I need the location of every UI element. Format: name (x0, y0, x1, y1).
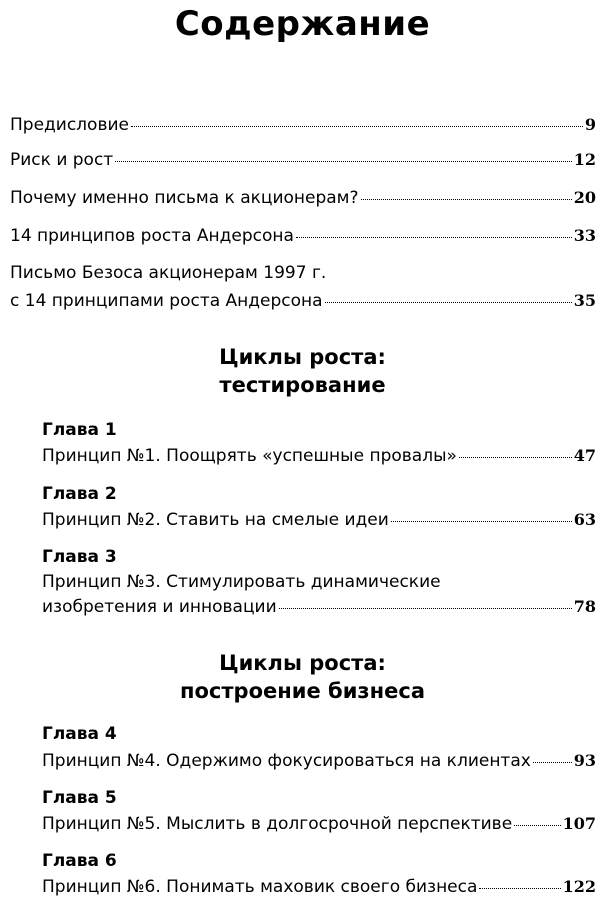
dot-leader (391, 521, 572, 522)
dot-leader (131, 126, 583, 127)
toc-entry[interactable] (10, 291, 596, 311)
section-subtitle: построение бизнеса (180, 679, 425, 703)
dot-leader (325, 302, 572, 303)
toc-entry-label: Принцип №6. Понимать маховик своего бизнеса (42, 877, 478, 897)
chapter-heading: Глава 2 (42, 484, 117, 504)
toc-entry[interactable] (42, 877, 596, 897)
toc-entry-label: Принцип №1. Поощрять «успешные провалы» (42, 446, 457, 466)
dot-leader (279, 608, 572, 609)
dot-leader (514, 825, 560, 826)
toc-entry[interactable] (42, 814, 596, 834)
dot-leader (533, 762, 572, 763)
toc-entry-page: 33 (573, 226, 596, 245)
toc-entry-label: Принцип №5. Мыслить в долгосрочной перспективе (42, 814, 513, 834)
chapter-heading: Глава 6 (42, 851, 117, 871)
toc-entry-label: Принцип №2. Ставить на смелые идеи (42, 510, 389, 530)
dot-leader (115, 161, 572, 162)
toc-entry-label: с 14 принципами роста Андерсона (10, 291, 323, 311)
chapter-heading: Глава 3 (42, 547, 117, 567)
toc-entry-page: 9 (584, 115, 596, 134)
toc-entry-page: 47 (573, 446, 596, 465)
toc-entry-page: 63 (573, 510, 596, 529)
section-subtitle: тестирование (219, 373, 386, 397)
section-title: Циклы роста: (219, 345, 386, 369)
toc-entry-label: Предисловие (10, 115, 129, 135)
chapter-heading: Глава 1 (42, 420, 117, 440)
toc-entry-page: 35 (573, 291, 596, 310)
toc-entry[interactable] (42, 751, 596, 771)
toc-entry-label: Принцип №4. Одержимо фокусироваться на клиентах (42, 751, 531, 771)
toc-entry[interactable] (42, 510, 596, 530)
toc-entry-label: Почему именно письма к акционерам? (10, 188, 359, 208)
toc-entry[interactable] (10, 115, 596, 135)
dot-leader (361, 199, 572, 200)
toc-entry-page: 78 (573, 597, 596, 616)
toc-entry[interactable] (42, 597, 596, 617)
toc-entry-label: Риск и рост (10, 150, 114, 170)
toc-entry-page: 20 (573, 188, 596, 207)
section-title: Циклы роста: (219, 651, 386, 675)
page-title: Содержание (174, 4, 431, 44)
toc-entry[interactable] (10, 188, 596, 208)
toc-entry-page: 107 (562, 814, 596, 833)
toc-entry[interactable] (10, 150, 596, 170)
toc-entry-label: изобретения и инновации (42, 597, 277, 617)
chapter-heading: Глава 5 (42, 788, 117, 808)
toc-entry-label: 14 принципов роста Андерсона (10, 226, 294, 246)
toc-entry-label-line1: Письмо Безоса акционерам 1997 г. (10, 263, 327, 283)
toc-entry[interactable] (10, 226, 596, 246)
dot-leader (479, 888, 560, 889)
toc-entry-label-line1: Принцип №3. Стимулировать динамические (42, 572, 441, 592)
dot-leader (459, 457, 572, 458)
toc-entry-page: 122 (562, 877, 596, 896)
toc-entry-page: 93 (573, 751, 596, 770)
toc-entry[interactable] (42, 446, 596, 466)
chapter-heading: Глава 4 (42, 724, 117, 744)
toc-entry-page: 12 (573, 150, 596, 169)
dot-leader (296, 237, 572, 238)
